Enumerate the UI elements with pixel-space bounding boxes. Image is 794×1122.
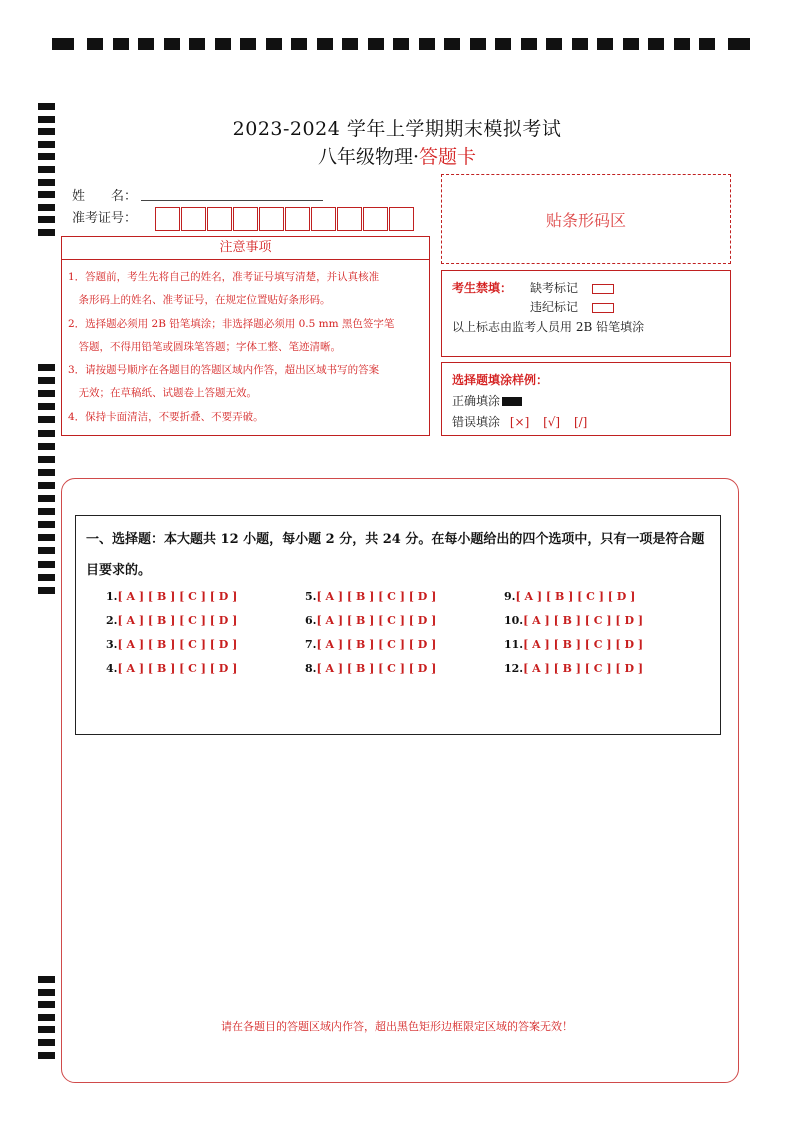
question-7[interactable]	[305, 638, 436, 651]
id-number-boxes[interactable]	[155, 207, 415, 231]
timing-mark	[368, 38, 384, 50]
timing-mark	[38, 364, 55, 371]
wrong-fill-row	[452, 413, 587, 430]
answer-options[interactable]: [ A ] [ B ] [ C ] [ D ]	[117, 614, 238, 627]
question-12[interactable]	[504, 662, 643, 675]
timing-mark	[38, 430, 55, 437]
timing-mark	[521, 38, 537, 50]
answer-card-label: 答题卡	[419, 146, 477, 168]
timing-mark	[38, 547, 55, 554]
timing-mark	[38, 390, 55, 397]
answer-options[interactable]: [ A ] [ B ] [ C ] [ D ]	[515, 590, 636, 603]
proctor-note: 以上标志由监考人员用 2B 铅笔填涂	[452, 320, 645, 334]
timing-mark	[38, 482, 55, 489]
timing-mark	[572, 38, 588, 50]
violation-label: 违纪标记	[530, 300, 579, 314]
timing-mark	[291, 38, 307, 50]
question-number: 6.	[305, 614, 317, 627]
proctor-marks-box	[441, 270, 731, 357]
timing-mark	[38, 204, 55, 211]
question-6[interactable]	[305, 614, 436, 627]
timing-mark	[38, 377, 55, 384]
question-number: 8.	[305, 662, 317, 675]
id-digit-box[interactable]	[181, 207, 206, 231]
id-digit-box[interactable]	[389, 207, 414, 231]
answer-options[interactable]: [ A ] [ B ] [ C ] [ D ]	[523, 638, 644, 651]
timing-mark	[38, 416, 55, 423]
id-digit-box[interactable]	[233, 207, 258, 231]
timing-mark	[38, 403, 55, 410]
timing-mark	[38, 587, 55, 594]
id-digit-box[interactable]	[311, 207, 336, 231]
question-8[interactable]	[305, 662, 436, 675]
answer-options[interactable]: [ A ] [ B ] [ C ] [ D ]	[523, 662, 644, 675]
question-number: 4.	[106, 662, 118, 675]
id-digit-box[interactable]	[207, 207, 232, 231]
timing-mark	[38, 456, 55, 463]
name-label: 姓 名：	[72, 189, 138, 204]
timing-mark	[38, 534, 55, 541]
question-number: 5.	[305, 590, 317, 603]
timing-mark	[138, 38, 154, 50]
question-1[interactable]	[106, 590, 237, 603]
timing-mark	[38, 469, 55, 476]
question-number: 9.	[504, 590, 516, 603]
correct-fill-label: 正确填涂	[452, 394, 501, 408]
timing-mark	[38, 561, 55, 568]
wrong-fill-label: 错误填涂	[452, 415, 501, 429]
timing-mark	[38, 216, 55, 223]
card-title	[0, 142, 794, 169]
timing-mark	[38, 976, 55, 983]
timing-mark	[419, 38, 435, 50]
timing-mark	[342, 38, 358, 50]
section-title: 一、选择题：本大题共 12 小题，每小题 2 分，共 24 分。在每小题给出的四个选项中，只有一项是符合题目要求的。	[86, 532, 705, 578]
answer-options[interactable]: [ A ] [ B ] [ C ] [ D ]	[117, 638, 238, 651]
timing-mark	[113, 38, 129, 50]
timing-mark	[623, 38, 639, 50]
id-digit-box[interactable]	[155, 207, 180, 231]
timing-mark	[38, 179, 55, 186]
top-timing-marks	[52, 38, 750, 50]
timing-mark	[444, 38, 460, 50]
timing-mark	[38, 1052, 55, 1059]
timing-mark	[215, 38, 231, 50]
notice-line: 1．答题前，考生先将自己的姓名，准考证号填写清楚，并认真核准	[68, 271, 380, 283]
question-number: 11.	[504, 638, 524, 651]
answer-options[interactable]: [ A ] [ B ] [ C ] [ D ]	[117, 662, 238, 675]
answer-options[interactable]: [ A ] [ B ] [ C ] [ D ]	[117, 590, 238, 603]
side-timing-marks-middle	[38, 364, 55, 600]
question-number: 3.	[106, 638, 118, 651]
question-number: 2.	[106, 614, 118, 627]
question-9[interactable]	[504, 590, 635, 603]
notice-line: 答题，不得用铅笔或圆珠笔答题；字体工整、笔迹清晰。	[68, 340, 341, 353]
timing-mark	[38, 508, 55, 515]
id-digit-box[interactable]	[363, 207, 388, 231]
id-label: 准考证号：	[72, 211, 138, 226]
timing-mark	[240, 38, 256, 50]
absent-mark-row	[530, 279, 614, 296]
question-3[interactable]	[106, 638, 237, 651]
timing-mark	[728, 38, 750, 50]
wrong-mark-check: [√]	[543, 415, 561, 429]
timing-mark	[266, 38, 282, 50]
fill-sample-heading: 选择题填涂样例：	[452, 373, 549, 387]
wrong-mark-x: [×]	[509, 415, 530, 429]
violation-mark-row	[530, 298, 614, 315]
question-2[interactable]	[106, 614, 237, 627]
id-digit-box[interactable]	[285, 207, 310, 231]
notice-line: 3．请按题号顺序在各题目的答题区域内作答，超出区域书写的答案	[68, 364, 380, 377]
timing-mark	[317, 38, 333, 50]
answer-options[interactable]: [ A ] [ B ] [ C ] [ D ]	[316, 638, 437, 651]
timing-mark	[189, 38, 205, 50]
absent-mark-box[interactable]	[592, 284, 614, 294]
timing-mark	[648, 38, 664, 50]
answer-options[interactable]: [ A ] [ B ] [ C ] [ D ]	[316, 590, 437, 603]
notice-list	[61, 260, 430, 436]
correct-fill-row	[452, 392, 522, 409]
barcode-label: 贴条形码区	[545, 210, 626, 230]
notice-line: 无效；在草稿纸、试题卷上答题无效。	[68, 387, 257, 400]
timing-mark	[38, 443, 55, 450]
timing-mark	[38, 574, 55, 581]
proctor-heading: 考生禁填：	[452, 281, 513, 295]
timing-mark	[495, 38, 511, 50]
timing-mark	[393, 38, 409, 50]
barcode-area	[441, 174, 731, 264]
multiple-choice-section	[75, 515, 721, 735]
question-number: 10.	[504, 614, 524, 627]
wrong-mark-slash: [/]	[573, 415, 588, 429]
id-digit-box[interactable]	[259, 207, 284, 231]
timing-mark	[38, 229, 55, 236]
fill-sample-box	[441, 362, 731, 436]
exam-title: 2023-2024 学年上学期期末模拟考试	[232, 118, 562, 140]
answer-options[interactable]: [ A ] [ B ] [ C ] [ D ]	[316, 614, 437, 627]
notice-heading: 注意事项	[61, 236, 430, 260]
timing-mark	[546, 38, 562, 50]
timing-mark	[52, 38, 74, 50]
footer-warning: 请在各题目的答题区域内作答，超出黑色矩形边框限定区域的答案无效！	[221, 1020, 573, 1033]
timing-mark	[38, 103, 55, 110]
subject-title: 八年级物理·	[317, 146, 420, 168]
timing-mark	[597, 38, 613, 50]
question-number: 1.	[106, 590, 118, 603]
timing-mark	[38, 495, 55, 502]
timing-mark	[699, 38, 715, 50]
answer-options[interactable]: [ A ] [ B ] [ C ] [ D ]	[316, 662, 437, 675]
question-10[interactable]	[504, 614, 643, 627]
question-5[interactable]	[305, 590, 436, 603]
notice-line: 4．保持卡面清洁，不要折叠、不要弄破。	[68, 410, 264, 423]
timing-mark	[164, 38, 180, 50]
id-digit-box[interactable]	[337, 207, 362, 231]
answer-options[interactable]: [ A ] [ B ] [ C ] [ D ]	[523, 614, 644, 627]
correct-fill-sample	[502, 397, 522, 406]
timing-mark	[470, 38, 486, 50]
violation-mark-box[interactable]	[592, 303, 614, 313]
timing-mark	[38, 989, 55, 996]
question-number: 7.	[305, 638, 317, 651]
question-11[interactable]	[504, 638, 643, 651]
name-field[interactable]	[141, 200, 323, 201]
timing-mark	[38, 521, 55, 528]
timing-mark	[38, 1039, 55, 1046]
notice-line: 条形码上的姓名、准考证号，在规定位置贴好条形码。	[68, 294, 331, 307]
timing-mark	[674, 38, 690, 50]
question-number: 12.	[504, 662, 524, 675]
absent-label: 缺考标记	[530, 281, 579, 295]
timing-mark	[38, 191, 55, 198]
timing-mark	[87, 38, 103, 50]
notice-line: 2．选择题必须用 2B 铅笔填涂；非选择题必须用 0.5 mm 黑色签字笔	[68, 317, 395, 330]
timing-mark	[38, 1001, 55, 1008]
question-4[interactable]	[106, 662, 237, 675]
